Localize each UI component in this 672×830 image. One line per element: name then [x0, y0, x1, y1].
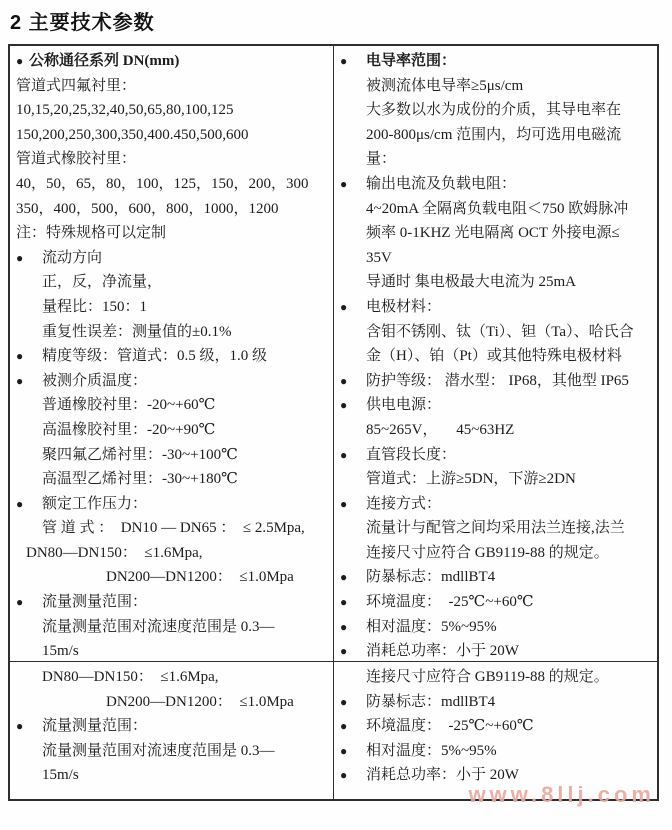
spec-text: 150,200,250,300,350,400.450,500,600	[16, 126, 249, 143]
spec-line	[340, 295, 655, 320]
bullet-icon: ●	[340, 398, 348, 413]
spec-text: 电极材料：	[366, 298, 442, 315]
spec-line	[16, 320, 331, 345]
bullet-icon: ●	[340, 496, 348, 511]
spec-text: 管道式：上游≥5DN，下游≥2DN	[366, 471, 576, 488]
cell-row1-right	[334, 46, 657, 662]
spec-text: 环境温度： -25℃~+60℃	[366, 594, 534, 611]
spec-line	[340, 74, 655, 99]
spec-line	[340, 270, 655, 295]
cell-row2-right	[334, 662, 657, 799]
spec-text: 15m/s	[42, 767, 79, 784]
page-title: 2 主要技术参数	[10, 12, 155, 34]
spec-text: 连接尺寸应符合 GB9119-88 的规定。	[366, 669, 609, 685]
bullet-icon: ●	[16, 719, 24, 734]
spec-text: 流量测量范围对流速度范围是 0.3—	[42, 618, 275, 635]
bullet-icon: ●	[16, 349, 24, 364]
spec-line	[16, 714, 331, 739]
spec-line	[340, 172, 655, 197]
spec-text: 输出电流及负载电阻：	[366, 175, 517, 192]
spec-text: DN80—DN150： ≤1.6Mpa,	[42, 669, 219, 685]
spec-text: 注：特殊规格可以定制	[16, 225, 167, 242]
spec-line	[16, 197, 331, 222]
spec-line	[16, 418, 331, 443]
spec-text: 导通时 集电极最大电流为 25mA	[366, 274, 577, 291]
spec-text: 大多数以水为成份的介质，其导电率在	[366, 102, 622, 119]
spec-text: 消耗总功率：小于 20W	[366, 767, 519, 784]
spec-text: 额定工作压力：	[42, 495, 148, 512]
spec-line	[340, 516, 655, 541]
spec-text: 消耗总功率：小于 20W	[366, 643, 519, 660]
spec-line	[16, 739, 331, 764]
spec-line	[16, 344, 331, 369]
spec-text: 防护等级： 潜水型： IP68，其他型 IP65	[366, 372, 629, 389]
spec-line	[340, 49, 655, 74]
spec-line	[340, 541, 655, 566]
cell-row2-left	[10, 662, 334, 799]
bullet-icon: ●	[340, 768, 348, 783]
spec-line	[16, 246, 331, 271]
spec-line	[340, 246, 655, 271]
spec-line	[340, 467, 655, 492]
spec-text: 管道式橡胶衬里：	[16, 151, 137, 168]
spec-line	[16, 147, 331, 172]
spec-text: 公称通径系列 DN(mm)	[29, 53, 180, 69]
bullet-icon: ●	[16, 250, 24, 265]
spec-line	[340, 197, 655, 222]
spec-text: 高温型乙烯衬里：-30~+180℃	[42, 471, 238, 488]
spec-text: 管道式四氟衬里：	[16, 77, 137, 94]
bullet-icon: ●	[16, 54, 24, 68]
spec-line	[16, 492, 331, 517]
spec-line	[340, 690, 655, 715]
spec-line	[340, 639, 655, 662]
bullet-icon: ●	[16, 373, 24, 388]
spec-text: 10,15,20,25,32,40,50,65,80,100,125	[16, 102, 234, 119]
bullet-icon: ●	[340, 619, 348, 634]
spec-text: 量程比：150：1	[42, 298, 148, 315]
spec-line	[16, 221, 331, 246]
bullet-icon: ●	[340, 719, 348, 734]
bullet-icon: ●	[340, 644, 348, 659]
bullet-icon: ●	[340, 54, 348, 68]
spec-line	[16, 98, 331, 123]
spec-text: 防暴标志：mdllBT4	[366, 693, 496, 710]
spec-line	[340, 369, 655, 394]
spec-line	[340, 492, 655, 517]
spec-line	[16, 467, 331, 492]
spec-line	[16, 295, 331, 320]
spec-text: 金（H）、铂（Pt）或其他特殊电极材料	[366, 348, 622, 365]
spec-line	[16, 690, 331, 715]
spec-text: 电导率范围：	[366, 53, 457, 69]
spec-line	[340, 344, 655, 369]
spec-line	[340, 739, 655, 764]
spec-line	[16, 74, 331, 99]
spec-text: 量：	[366, 151, 397, 168]
spec-text: 40，50，65，80，100，125，150，200，300	[16, 175, 309, 192]
spec-text: 350，400，500，600，800，1000，1200	[16, 200, 279, 217]
bullet-icon: ●	[16, 496, 24, 511]
spec-line	[16, 270, 331, 295]
spec-text: 供电电源：	[366, 397, 442, 414]
spec-line	[340, 443, 655, 468]
spec-text: DN80—DN150： ≤1.6Mpa,	[26, 544, 203, 561]
bullet-icon: ●	[340, 743, 348, 758]
spec-text: 频率 0-1KHZ 光电隔离 OCT 外接电源≤	[366, 225, 620, 242]
spec-line	[16, 565, 331, 590]
bullet-icon: ●	[340, 570, 348, 585]
spec-text: 15m/s	[42, 643, 79, 660]
spec-text: 流动方向	[42, 249, 103, 266]
spec-line	[340, 221, 655, 246]
spec-line	[340, 147, 655, 172]
spec-text: 含钼不锈刚、钛（Ti）、钽（Ta）、哈氏合	[366, 323, 634, 340]
spec-text: 直管段长度：	[366, 446, 457, 463]
spec-text: 流量测量范围：	[42, 718, 148, 735]
bullet-icon: ●	[340, 694, 348, 709]
spec-line	[340, 123, 655, 148]
bullet-icon: ●	[340, 595, 348, 610]
spec-text: 重复性误差：测量值的±0.1%	[42, 323, 232, 340]
bullet-icon: ●	[340, 176, 348, 191]
spec-text: 200-800μs/cm 范围内，均可选用电磁流	[366, 126, 622, 143]
spec-line	[16, 665, 331, 690]
spec-line	[340, 98, 655, 123]
spec-text: 85~265V， 45~63HZ	[366, 421, 515, 438]
spec-text: 35V	[366, 249, 392, 266]
spec-line	[340, 590, 655, 615]
spec-text: 聚四氟乙烯衬里：-30~+100℃	[42, 446, 238, 463]
watermark: www.8llj.com	[468, 782, 655, 807]
spec-line	[340, 714, 655, 739]
spec-line	[340, 320, 655, 345]
spec-text: 连接尺寸应符合 GB9119-88 的规定。	[366, 544, 609, 561]
spec-line	[16, 590, 331, 615]
spec-text: 流量计与配管之间均采用法兰连接,法兰	[366, 520, 625, 537]
cell-row1-left	[10, 46, 334, 662]
spec-text: 管 道 式 ： DN10 — DN65 ： ≤ 2.5Mpa,	[42, 520, 305, 537]
bullet-icon: ●	[340, 447, 348, 462]
spec-text: 相对温度：5%~95%	[366, 742, 497, 759]
spec-line	[340, 665, 655, 690]
spec-line	[16, 516, 331, 541]
spec-line	[16, 443, 331, 468]
spec-text: 流量测量范围对流速度范围是 0.3—	[42, 742, 275, 759]
spec-text: 普通橡胶衬里：-20~+60℃	[42, 397, 216, 414]
spec-line	[340, 615, 655, 640]
spec-line	[16, 172, 331, 197]
spec-line	[16, 541, 331, 566]
spec-table	[8, 44, 659, 807]
spec-text: 4~20mA 全隔离负载电阻＜750 欧姆脉冲	[366, 200, 629, 217]
spec-line	[16, 123, 331, 148]
spec-text: 正，反，净流量，	[42, 274, 163, 291]
spec-text: 被测流体电导率≥5μs/cm	[366, 77, 524, 94]
spec-text: 高温橡胶衬里：-20~+90℃	[42, 421, 216, 438]
spec-text: 防暴标志：mdllBT4	[366, 569, 496, 586]
spec-line	[16, 763, 331, 788]
spec-text: 相对温度：5%~95%	[366, 618, 497, 635]
spec-line	[16, 49, 331, 74]
spec-line	[16, 393, 331, 418]
spec-text: 连接方式：	[366, 495, 442, 512]
spec-text: DN200—DN1200： ≤1.0Mpa	[106, 693, 294, 710]
spec-line	[340, 418, 655, 443]
spec-line	[340, 565, 655, 590]
spec-line	[16, 369, 331, 394]
bullet-icon: ●	[340, 299, 348, 314]
spec-line	[16, 615, 331, 640]
spec-text: 流量测量范围：	[42, 594, 148, 611]
spec-line	[340, 393, 655, 418]
spec-text: 精度等级：管道式：0.5 级，1.0 级	[42, 348, 268, 365]
bullet-icon: ●	[340, 373, 348, 388]
spec-line	[16, 639, 331, 662]
bullet-icon: ●	[16, 595, 24, 610]
spec-text: 环境温度： -25℃~+60℃	[366, 718, 534, 735]
spec-text: 被测介质温度：	[42, 372, 148, 389]
spec-text: DN200—DN1200： ≤1.0Mpa	[106, 569, 294, 586]
